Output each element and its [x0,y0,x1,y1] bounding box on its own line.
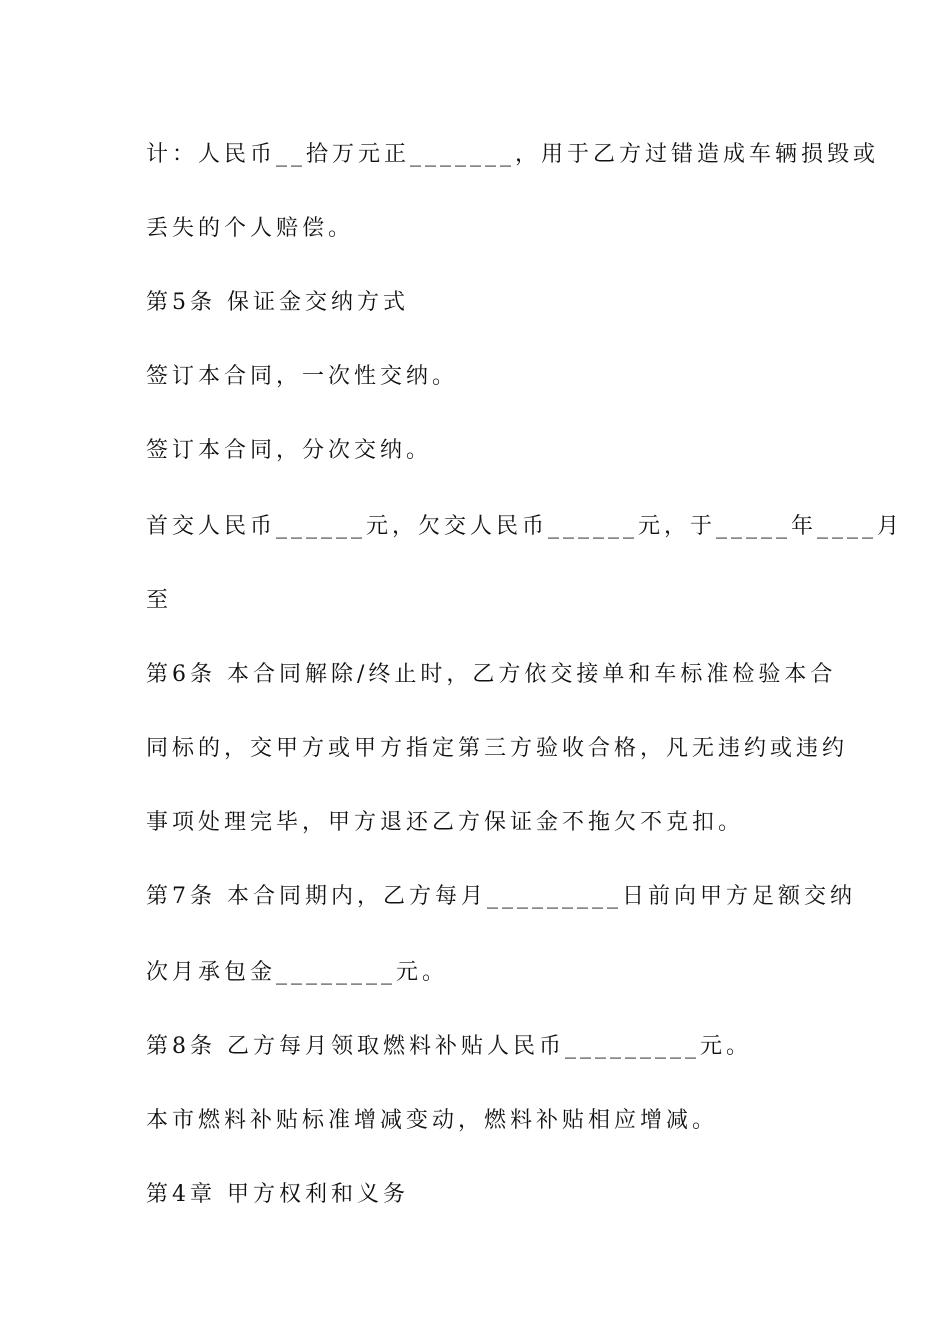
text-line-compensation: 丢失的个人赔偿。 [146,216,355,241]
article-6-line-2: 同标的，交甲方或甲方指定第三方验收合格，凡无违约或违约 [146,736,849,761]
article-8-line: 第8条 乙方每月领取燃料补贴人民币_________元。 [146,1034,752,1059]
text-line-installments: 签订本合同，分次交纳。 [146,438,433,463]
article-7-line-2: 次月承包金________元。 [146,960,449,985]
text-line-until: 至 [146,588,173,613]
article-6-line-3: 事项处理完毕，甲方退还乙方保证金不拖欠不克扣。 [146,810,745,835]
chapter-4-heading: 第4章 甲方权利和义务 [146,1182,409,1207]
article-6-line-1: 第6条 本合同解除/终止时，乙方依交接单和车标准检验本合 [146,662,837,687]
text-line-first-payment: 首交人民币______元，欠交人民币______元，于_____年____月 [146,514,904,539]
article-5-heading: 第5条 保证金交纳方式 [146,290,409,315]
text-line-deposit-amount: 计：人民币__拾万元正_______，用于乙方过错造成车辆损毁或 [146,142,880,167]
article-7-line-1: 第7条 本合同期内，乙方每月_________日前向甲方足额交纳 [146,884,856,909]
text-line-fuel-subsidy: 本市燃料补贴标准增减变动，燃料补贴相应增减。 [146,1108,719,1133]
text-line-lump-sum: 签订本合同，一次性交纳。 [146,364,459,389]
